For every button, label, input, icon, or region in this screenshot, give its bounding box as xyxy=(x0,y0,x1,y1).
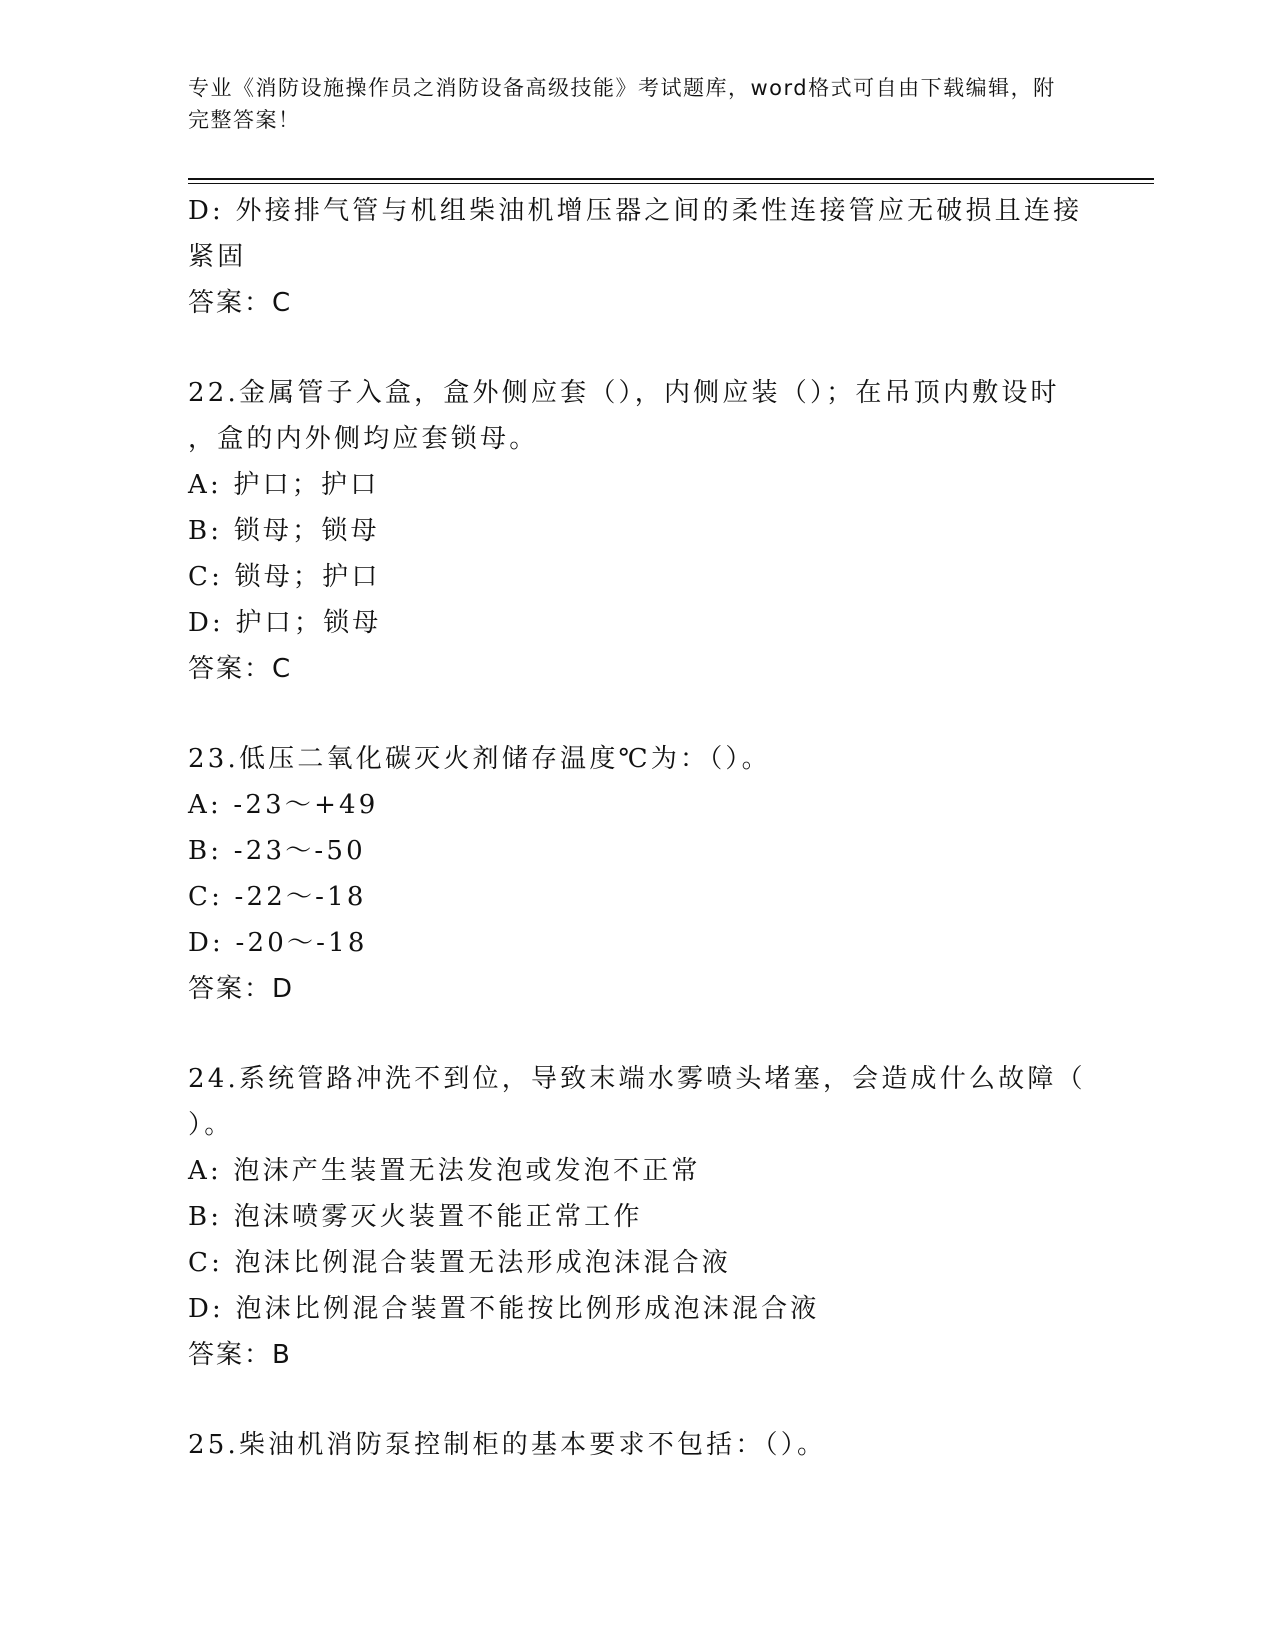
spacer xyxy=(188,1012,1088,1056)
option-b: B: 泡沫喷雾灭火装置不能正常工作 xyxy=(188,1202,643,1232)
spacer xyxy=(188,1378,1088,1422)
option-d: D: 护口；锁母 xyxy=(188,608,382,638)
question-stem: 22.金属管子入盒，盒外侧应套（），内侧应装（）；在吊顶内敷设时 xyxy=(188,378,1060,408)
header-divider-thick xyxy=(188,178,1154,180)
spacer xyxy=(188,692,1088,736)
option-a: A: 护口；护口 xyxy=(188,470,380,500)
question-22 xyxy=(188,370,1088,692)
question-stem: 25.柴油机消防泵控制柜的基本要求不包括：（）。 xyxy=(188,1430,827,1460)
question-stem: 24.系统管路冲洗不到位，导致末端水雾喷头堵塞，会造成什么故障（ xyxy=(188,1064,1086,1094)
question-stem-continued: ）。 xyxy=(188,1110,234,1140)
question-stem: 23.低压二氧化碳灭火剂储存温度℃为：（）。 xyxy=(188,744,771,774)
option-d: D: -20～-18 xyxy=(188,928,368,958)
option-b: B: -23～-50 xyxy=(188,836,366,866)
document-header: 专业《消防设施操作员之消防设备高级技能》考试题库，word格式可自由下载编辑，附完整答案！ xyxy=(188,76,1056,132)
question-content xyxy=(188,188,1088,1468)
option-d-continued: 紧固 xyxy=(188,242,247,272)
option-c: C: 锁母；护口 xyxy=(188,562,381,592)
question-23 xyxy=(188,736,1088,1012)
answer-label: 答案：B xyxy=(188,1340,292,1370)
answer-label: 答案：C xyxy=(188,654,293,684)
option-c: C: -22～-18 xyxy=(188,882,367,912)
question-24 xyxy=(188,1056,1088,1378)
option-d: D: 泡沫比例混合装置不能按比例形成泡沫混合液 xyxy=(188,1294,820,1324)
option-a: A: -23～+49 xyxy=(188,790,379,820)
option-c: C: 泡沫比例混合装置无法形成泡沫混合液 xyxy=(188,1248,731,1278)
question-25 xyxy=(188,1422,1088,1468)
spacer xyxy=(188,326,1088,370)
option-a: A: 泡沫产生装置无法发泡或发泡不正常 xyxy=(188,1156,701,1186)
option-d: D: 外接排气管与机组柴油机增压器之间的柔性连接管应无破损且连接 xyxy=(188,196,1083,226)
answer-label: 答案：C xyxy=(188,288,293,318)
header-divider-thin xyxy=(188,183,1154,184)
answer-label: 答案：D xyxy=(188,974,295,1004)
question-21-tail xyxy=(188,188,1088,326)
option-b: B: 锁母；锁母 xyxy=(188,516,380,546)
question-stem-continued: ，盒的内外侧均应套锁母。 xyxy=(188,424,539,454)
